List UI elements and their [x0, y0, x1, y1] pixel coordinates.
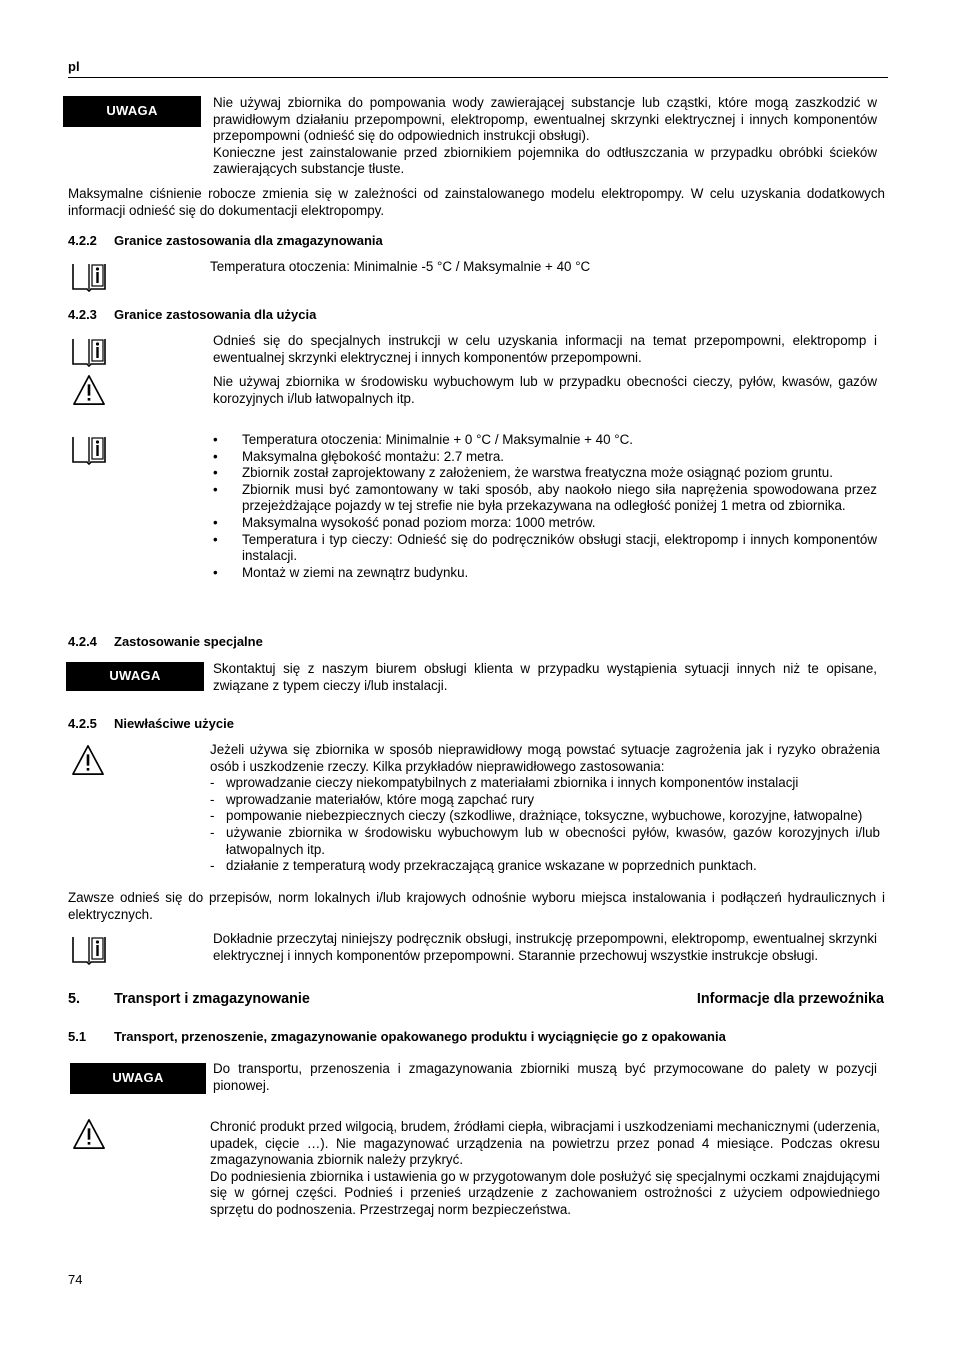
list-item: • Montaż w ziemi na zewnątrz budynku. — [213, 564, 469, 580]
handling-paragraph-2: Do podniesienia zbiornika i ustawienia go w przygotowanym dole posłużyć się specjalnymi oczkami znajdującymi się w górnej części. Podnieś i przenieś urządzenie z zachowaniem ostrożności z użyciem odpowiedniego sprzętu do podnoszenia. Przestrzegaj norm bezpieczeństwa. — [210, 1168, 880, 1217]
list-item: • Zbiornik musi być zamontowany w taki sposób, aby naokoło niego siła naprężenia spowodowana przez przejeżdżające pojazdy w tej strefie nie była przekazywana na odległość poniżej 1 metra od zbiornika. — [213, 481, 877, 514]
explosive-environment-text: Nie używaj zbiornika w środowisku wybuchowym lub w przypadku obecności cieczy, pyłów, kwasów, gazów korozyjnych i/lub łatwopalnych itp. — [213, 374, 877, 406]
list-item: • Temperatura i typ cieczy: Odnieść się do podręczników obsługi stacji, elektropomp i innych komponentów instalacji. — [213, 531, 877, 564]
language-code: pl — [68, 59, 80, 74]
warning-badge: UWAGA — [66, 662, 204, 691]
section-number: 4.2.2 — [68, 233, 97, 248]
list-item: - używanie zbiornika w środowisku wybuchowym lub w obecności pyłów, kwasów, gazów korozyjnych i/lub łatwopalnych itp. — [210, 824, 880, 857]
list-item: - pompowanie niebezpiecznych cieczy (szkodliwe, drażniące, toksyczne, wybuchowe, korozyjne, łatwopalne) — [210, 808, 863, 824]
manual-info-icon — [71, 260, 107, 292]
manual-info-icon — [71, 933, 107, 965]
list-item: • Zbiornik został zaprojektowany z założeniem, że warstwa freatyczna może osiągnąć poziom gruntu. — [213, 465, 833, 481]
intro-warning-line-1: Nie używaj zbiornika do pompowania wody zawierającej substancje lub cząstki, które mogą zaszkodzić w prawidłowym działaniu przepompowni, elektropomp, ewentualnej skrzynki elektrycznej i innych komponentów przepompowni (odnieść się do odpowiednich instrukcji obsługi). — [213, 95, 877, 144]
chapter-heading-5 — [68, 991, 310, 1008]
section-number: 5.1 — [68, 1029, 87, 1044]
storage-temperature-text: Temperatura otoczenia: Minimalnie -5 °C / Maksymalnie + 40 °C — [210, 259, 591, 274]
section-heading-4-2-2 — [68, 233, 383, 250]
intro-warning-line-2: Konieczne jest zainstalowanie przed zbiornikiem pojemnika do odtłuszczania w przypadku obróbki ścieków zawierających substancje tłuste. — [213, 144, 877, 177]
section-number: 4.2.4 — [68, 634, 97, 649]
list-item: • Maksymalna głębokość montażu: 2.7 metra. — [213, 448, 504, 464]
page-number: 74 — [68, 1272, 83, 1287]
section-heading-4-2-4 — [68, 634, 263, 651]
misuse-list — [210, 775, 880, 875]
regulations-paragraph: Zawsze odnieś się do przepisów, norm lokalnych i/lub krajowych odnośnie wyboru miejsca instalowania i podłączeń hydraulicznych i elektrycznych. — [68, 890, 885, 922]
chapter-audience: Informacje dla przewoźnika — [696, 991, 884, 1007]
use-info-text: Odnieś się do specjalnych instrukcji w celu uzyskania informacji na temat przepompowni, elektropomp i ewentualnej skrzynki elektrycznej i innych komponentów przepompowni. — [213, 333, 877, 365]
special-use-text: Skontaktuj się z naszym biurem obsługi klienta w przypadku wystąpienia sytuacji innych niż te opisane, związane z typem cieczy i/lub instalacji. — [213, 661, 877, 693]
list-item: • Maksymalna wysokość ponad poziom morza: 1000 metrów. — [213, 514, 596, 530]
read-manual-text: Dokładnie przeczytaj niniejszy podręcznik obsługi, instrukcję przepompowni, elektropomp, ewentualnej skrzynki elektrycznej i innych komponentów przepompowni. Starannie przechowuj wszystkie instrukcje obsługi. — [213, 931, 877, 963]
misuse-intro: Jeżeli używa się zbiornika w sposób nieprawidłowy mogą powstać sytuacje zagrożenia jak i ryzyko obrażenia osób i uszkodzenie rzeczy. Kilka przykładów nieprawidłowego zastosowania: — [210, 742, 880, 774]
section-title: Niewłaściwe użycie — [114, 716, 234, 731]
section-title: Granice zastosowania dla zmagazynowania — [114, 233, 383, 248]
section-heading-4-2-3 — [68, 307, 316, 324]
section-heading-4-2-5 — [68, 716, 234, 733]
warning-triangle-icon — [71, 1118, 107, 1150]
section-heading-5-1 — [68, 1029, 726, 1046]
warning-triangle-icon — [70, 744, 106, 776]
warning-badge: UWAGA — [70, 1063, 206, 1094]
use-limits-list — [213, 432, 877, 581]
transport-warning-text: Do transportu, przenoszenia i zmagazynowania zbiorniki muszą być przymocowane do palety w pozycji pionowej. — [213, 1061, 877, 1093]
handling-paragraph-1: Chronić produkt przed wilgocią, brudem, źródłami ciepła, wibracjami i uszkodzeniami mechanicznymi (uderzenia, upadek, cięcie …). Nie magazynować urządzenia na powietrzu przez ponad 4 miesiące. Podczas okresu zmagazynowania zbiornik należy przykryć. — [210, 1119, 880, 1168]
warning-badge: UWAGA — [63, 96, 201, 127]
section-number: 4.2.3 — [68, 307, 97, 322]
misuse-block — [210, 742, 880, 875]
chapter-number: 5. — [68, 991, 81, 1007]
section-title: Transport, przenoszenie, zmagazynowanie opakowanego produktu i wyciągnięcie go z opakowania — [114, 1029, 726, 1044]
section-title: Zastosowanie specjalne — [114, 634, 263, 649]
manual-info-icon — [71, 433, 107, 465]
list-item: - działanie z temperaturą wody przekraczającą granice wskazane w poprzednich punktach. — [210, 858, 757, 874]
list-item: • Temperatura otoczenia: Minimalnie + 0 °C / Maksymalnie + 40 °C. — [213, 432, 634, 447]
handling-block — [210, 1119, 880, 1219]
warning-triangle-icon — [71, 374, 107, 406]
list-item: - wprowadzanie materiałów, które mogą zapchać rury — [210, 791, 535, 807]
pressure-paragraph: Maksymalne ciśnienie robocze zmienia się w zależności od zainstalowanego modelu elektropompy. W celu uzyskania dodatkowych informacji odnieść się do dokumentacji elektropompy. — [68, 186, 885, 218]
section-title: Granice zastosowania dla użycia — [114, 307, 317, 322]
header-rule — [68, 77, 888, 78]
chapter-title: Transport i zmagazynowanie — [114, 991, 310, 1007]
section-number: 4.2.5 — [68, 716, 97, 731]
intro-warning-text — [213, 95, 877, 178]
list-item: - wprowadzanie cieczy niekompatybilnych z materiałami zbiornika i innych komponentów instalacji — [210, 775, 799, 791]
manual-info-icon — [71, 335, 107, 367]
